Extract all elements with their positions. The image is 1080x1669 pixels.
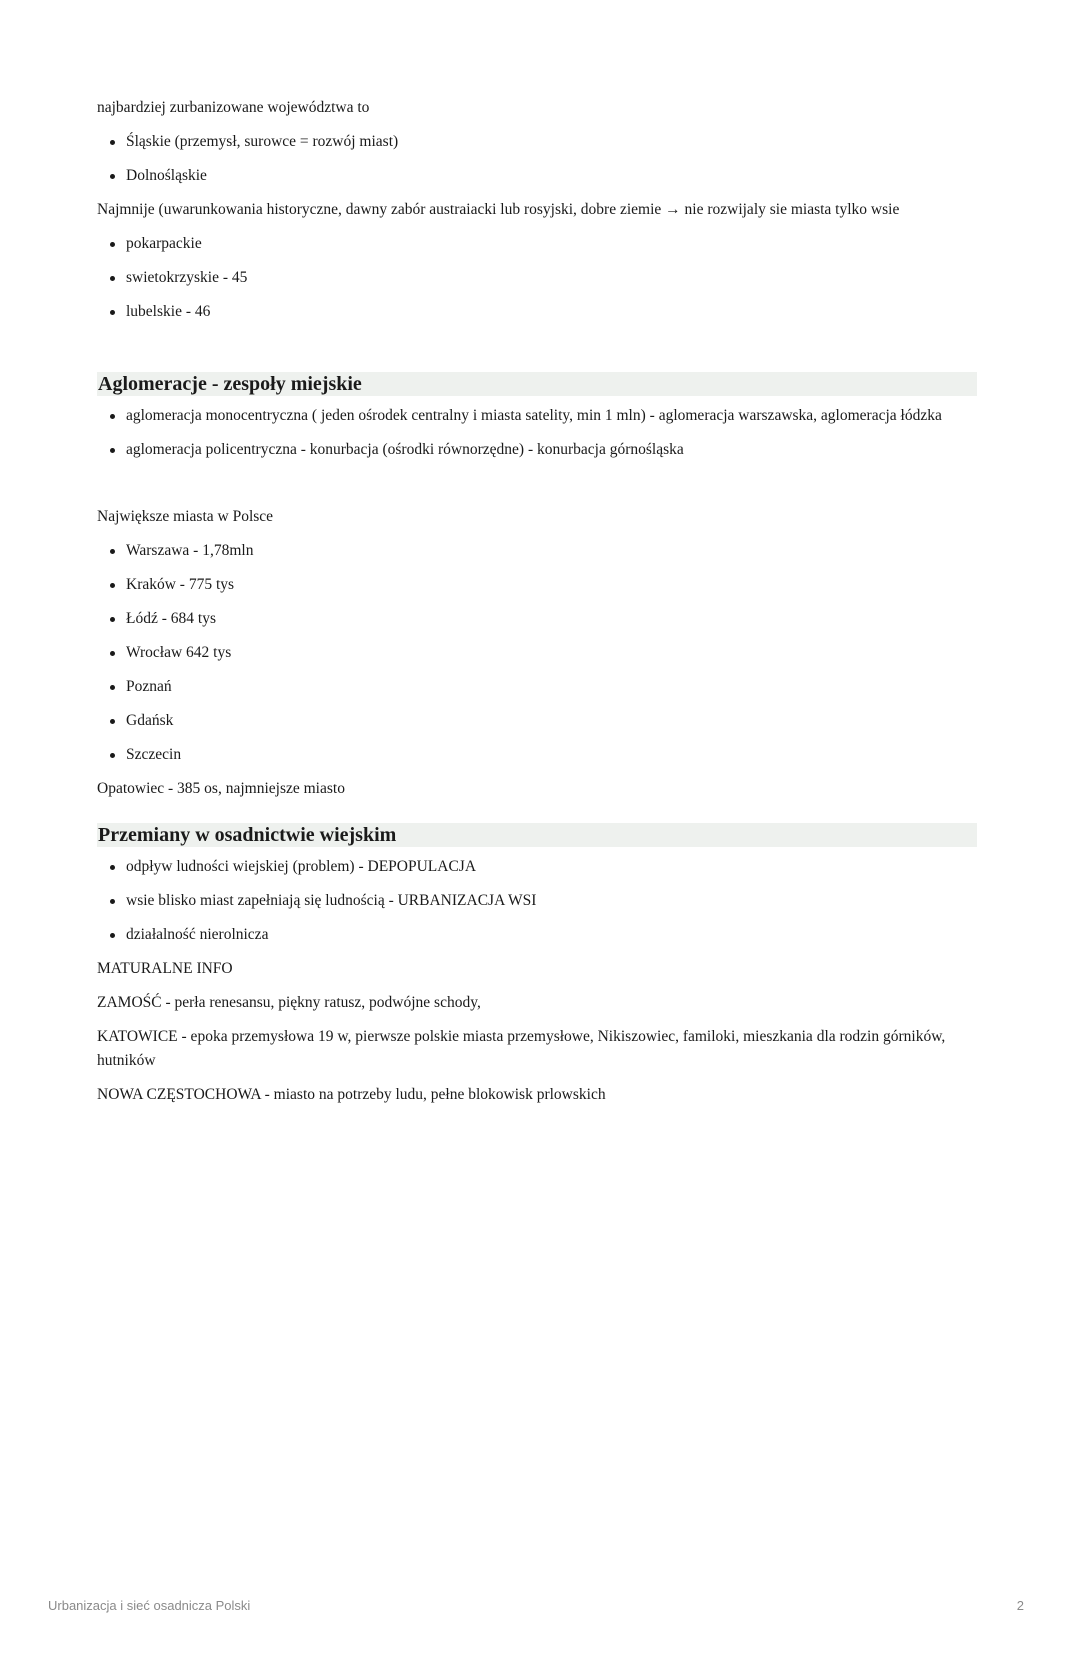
aglomeracje-list <box>97 404 977 462</box>
list-item: Poznań <box>126 675 977 699</box>
list-item: Szczecin <box>126 743 977 767</box>
list-item: działalność nierolnicza <box>126 923 977 947</box>
document-body <box>97 96 977 1117</box>
rural-list <box>97 855 977 947</box>
list-item: pokarpackie <box>126 232 977 256</box>
footer-page-number: 2 <box>1016 1598 1024 1613</box>
list-item: odpływ ludności wiejskiej (problem) - DEPOPULACJA <box>126 855 977 879</box>
smallest-city: Opatowiec - 385 os, najmniejsze miasto <box>97 780 345 797</box>
list-item: Śląskie (przemysł, surowce = rozwój miast) <box>126 130 977 154</box>
note-zamosc: ZAMOŚĆ - perła renesansu, piękny ratusz, podwójne schody, <box>97 994 481 1011</box>
list-item: aglomeracja policentryczna - konurbacja (ośrodki równorzędne) - konurbacja górnośląska <box>126 438 977 462</box>
most-urbanized-list <box>97 130 977 188</box>
list-item: Dolnośląskie <box>126 164 977 188</box>
list-item: aglomeracja monocentryczna ( jeden ośrodek centralny i miasta satelity, min 1 mln) - aglomeracja warszawska, aglomeracja łódzka <box>126 404 977 428</box>
list-item: Wrocław 642 tys <box>126 641 977 665</box>
cities-title: Największe miasta w Polsce <box>97 508 274 525</box>
list-item: Łódź - 684 tys <box>126 607 977 631</box>
list-item: Kraków - 775 tys <box>126 573 977 597</box>
list-item: wsie blisko miast zapełniają się ludnością - URBANIZACJA WSI <box>126 889 977 913</box>
matura-title: MATURALNE INFO <box>97 960 233 977</box>
footer-doc-title: Urbanizacja i sieć osadnicza Polski <box>48 1598 251 1613</box>
note-katowice: KATOWICE - epoka przemysłowa 19 w, pierwsze polskie miasta przemysłowe, Nikiszowiec, familoki, mieszkania dla rodzin górników, hutników <box>97 1028 946 1069</box>
note-nowa-czestochowa: NOWA CZĘSTOCHOWA - miasto na potrzeby ludu, pełne blokowisk prlowskich <box>97 1086 606 1103</box>
cities-list <box>97 539 977 767</box>
list-item: Warszawa - 1,78mln <box>126 539 977 563</box>
list-item: Gdańsk <box>126 709 977 733</box>
least-urbanized-list <box>97 232 977 324</box>
aglomeracje-heading: Aglomeracje - zespoły miejskie <box>97 372 977 396</box>
most-urbanized-intro: najbardziej zurbanizowane województwa to <box>97 99 370 116</box>
least-urbanized-intro: Najmnije (uwarunkowania historyczne, dawny zabór austraiacki lub rosyjski, dobre ziemie → nie rozwijaly sie miasta tylko wsie <box>97 201 900 218</box>
rural-heading: Przemiany w osadnictwie wiejskim <box>97 823 977 847</box>
list-item: lubelskie - 46 <box>126 300 977 324</box>
list-item: swietokrzyskie - 45 <box>126 266 977 290</box>
